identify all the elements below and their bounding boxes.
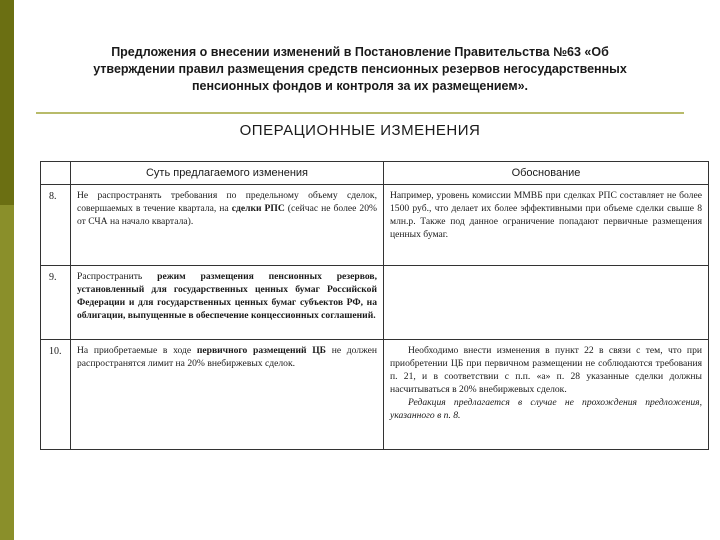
title-line-2: утверждении правил размещения средств пенсионных резервов негосударственных (93, 62, 627, 76)
table-row (41, 340, 709, 450)
row-essence (71, 185, 384, 266)
essence-text: Распространить (77, 271, 158, 282)
row-reason (384, 185, 709, 266)
row-essence (71, 266, 384, 340)
row-essence (71, 340, 384, 450)
header-reason: Обоснование (384, 162, 709, 185)
header-essence: Суть предлагаемого изменения (71, 162, 384, 185)
title-divider (36, 112, 684, 114)
row-number: 9. (41, 266, 71, 340)
reason-text: Необходимо внести изменения в пункт 22 в связи с тем, что при приобретении ЦБ при первичном размещении не соблюдаются требования п. 21, и в соответствии с п.п. «а» п. 28 указанные сделки должны насчитываться в 20% внебиржевых сделок. (390, 345, 702, 395)
table-header-row (41, 162, 709, 185)
table-row (41, 185, 709, 266)
row-number: 8. (41, 185, 71, 266)
essence-text: На приобретаемые в ходе (77, 345, 197, 356)
essence-bold-text: первичного размещений ЦБ (196, 345, 327, 356)
document-title (40, 44, 680, 95)
reason-note-text: Редакция предлагается в случае не прохождения предложения, указанного в п. 8. (390, 397, 702, 421)
side-accent-bar (0, 0, 14, 540)
header-num (41, 162, 71, 185)
changes-table (40, 161, 709, 450)
row-reason (384, 266, 709, 340)
essence-text-end: (сейчас не более 20% от СЧА на начало квартала). (77, 203, 377, 227)
side-accent-bar-dark (0, 0, 14, 205)
row-number: 10. (41, 340, 71, 450)
essence-bold-text: режим размещения пенсионных резервов, установленный для государственных ценных бумаг Российской Федерации и для государственных ценных бумаг субъектов РФ, на облигации, выпущенные в обеспечение концессионных соглашений. (77, 271, 377, 321)
essence-text: Не распространять требования по предельному объему сделок, совершаемых в течение квартала, на (77, 190, 377, 214)
title-line-3: пенсионных фондов и контроля за их размещением». (191, 79, 529, 93)
table-row (41, 266, 709, 340)
essence-bold-text: сделки РПС (231, 203, 285, 214)
section-subtitle: ОПЕРАЦИОННЫЕ ИЗМЕНЕНИЯ (239, 122, 481, 139)
essence-text-end: не должен распространятся лимит на 20% внебиржевых сделок. (77, 345, 377, 369)
reason-text: Например, уровень комиссии ММВБ при сделках РПС составляет не более 1500 руб., что делает их более эффективными при объеме сделки свыше 8 млн.р. Также под данное ограничение попадают первичные размещения ценных бумаг. (390, 190, 702, 240)
row-reason (384, 340, 709, 450)
title-line-1: Предложения о внесении изменений в Постановление Правительства №63 «Об (111, 45, 609, 59)
